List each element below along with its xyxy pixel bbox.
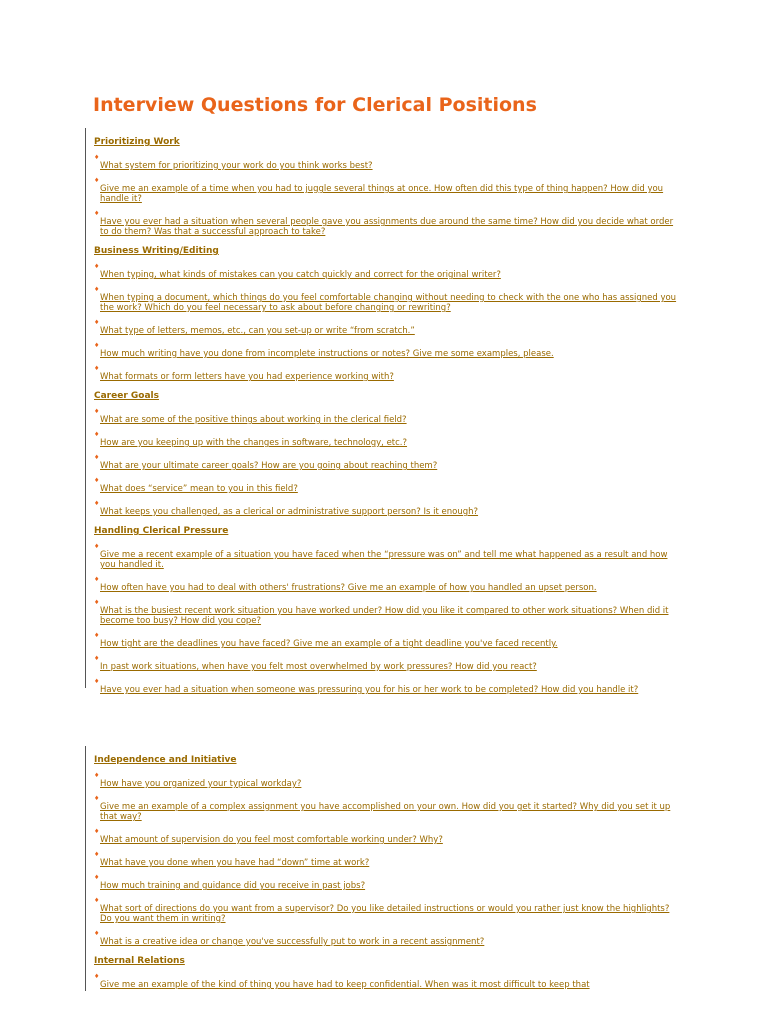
diamond-bullet-icon: ♦	[94, 342, 100, 349]
question-link[interactable]: What is the busiest recent work situation you have worked under? How did you like it compared to other work situations? When did it become too busy? How did you cope?	[100, 606, 669, 626]
question-item	[94, 543, 678, 570]
section	[94, 245, 678, 382]
question-link[interactable]: Give me an example of a time when you had to juggle several things at once. How often did this type of thing happen? How did you handle it?	[100, 184, 664, 204]
section-heading-link[interactable]: Prioritizing Work	[94, 137, 180, 147]
question-item	[94, 500, 678, 517]
question-link[interactable]: What amount of supervision do you feel most comfortable working under? Why?	[100, 835, 443, 845]
question-link[interactable]: How have you organized your typical workday?	[100, 779, 302, 789]
question-link[interactable]: What keeps you challenged, as a clerical or administrative support person? Is it enough?	[100, 507, 479, 517]
question-list	[94, 973, 678, 990]
diamond-bullet-icon: ♦	[94, 408, 100, 415]
diamond-bullet-icon: ♦	[94, 431, 100, 438]
question-item	[94, 454, 678, 471]
diamond-bullet-icon: ♦	[94, 286, 100, 293]
question-link[interactable]: What does “service” mean to you in this field?	[100, 484, 298, 494]
question-item	[94, 263, 678, 280]
question-item	[94, 897, 678, 924]
question-item	[94, 408, 678, 425]
diamond-bullet-icon: ♦	[94, 851, 100, 858]
diamond-bullet-icon: ♦	[94, 930, 100, 937]
question-item	[94, 678, 678, 695]
diamond-bullet-icon: ♦	[94, 477, 100, 484]
section	[94, 390, 678, 517]
question-link[interactable]: Give me a recent example of a situation you have faced when the “pressure was on” and tell me what happened as a result and how you handled it.	[100, 550, 668, 570]
question-item	[94, 477, 678, 494]
question-link[interactable]: What sort of directions do you want from a supervisor? Do you like detailed instructions or would you rather just know the highlights? Do you want them in writing?	[100, 904, 670, 924]
question-link[interactable]: How are you keeping up with the changes in software, technology, etc.?	[100, 438, 408, 448]
question-link[interactable]: How often have you had to deal with others' frustrations? Give me an example of how you handled an upset person.	[100, 583, 597, 593]
question-item	[94, 154, 678, 171]
diamond-bullet-icon: ♦	[94, 319, 100, 326]
content-block-1	[85, 128, 686, 695]
diamond-bullet-icon: ♦	[94, 210, 100, 217]
section-heading-link[interactable]: Career Goals	[94, 391, 159, 401]
question-item	[94, 210, 678, 237]
diamond-bullet-icon: ♦	[94, 543, 100, 550]
question-link[interactable]: What are some of the positive things about working in the clerical field?	[100, 415, 407, 425]
diamond-bullet-icon: ♦	[94, 365, 100, 372]
diamond-bullet-icon: ♦	[94, 973, 100, 980]
diamond-bullet-icon: ♦	[94, 795, 100, 802]
question-link[interactable]: Have you ever had a situation when someone was pressuring you for his or her work to be completed? How did you handle it?	[100, 685, 639, 695]
question-item	[94, 795, 678, 822]
question-list	[94, 263, 678, 382]
section	[94, 754, 678, 947]
section	[94, 955, 678, 990]
question-item	[94, 431, 678, 448]
question-link[interactable]: When typing a document, which things do you feel comfortable changing without needing to check with the one who has assigned you the work? Which do you feel necessary to ask about before changing or rewriting?	[100, 293, 677, 313]
question-list	[94, 772, 678, 947]
section	[94, 525, 678, 695]
question-link[interactable]: What type of letters, memos, etc., can you set-up or write “from scratch.”	[100, 326, 415, 336]
section-heading-link[interactable]: Independence and Initiative	[94, 755, 237, 765]
diamond-bullet-icon: ♦	[94, 897, 100, 904]
diamond-bullet-icon: ♦	[94, 599, 100, 606]
question-link[interactable]: What system for prioritizing your work do you think works best?	[100, 161, 373, 171]
diamond-bullet-icon: ♦	[94, 655, 100, 662]
question-list	[94, 543, 678, 695]
question-item	[94, 772, 678, 789]
question-link[interactable]: Have you ever had a situation when several people gave you assignments due around the same time? How did you decide what order to do them? Was that a successful approach to take?	[100, 217, 674, 237]
section-heading-link[interactable]: Handling Clerical Pressure	[94, 526, 229, 536]
diamond-bullet-icon: ♦	[94, 263, 100, 270]
question-link[interactable]: How tight are the deadlines you have faced? Give me an example of a tight deadline you've faced recently.	[100, 639, 558, 649]
question-item	[94, 576, 678, 593]
diamond-bullet-icon: ♦	[94, 678, 100, 685]
question-item	[94, 599, 678, 626]
question-link[interactable]: How much writing have you done from incomplete instructions or notes? Give me some examples, please.	[100, 349, 554, 359]
diamond-bullet-icon: ♦	[94, 772, 100, 779]
question-item	[94, 286, 678, 313]
question-item	[94, 828, 678, 845]
question-item	[94, 342, 678, 359]
question-link[interactable]: Give me an example of the kind of thing you have had to keep confidential. When was it most difficult to keep that	[100, 980, 590, 990]
question-list	[94, 154, 678, 237]
question-item	[94, 851, 678, 868]
diamond-bullet-icon: ♦	[94, 632, 100, 639]
diamond-bullet-icon: ♦	[94, 576, 100, 583]
question-link[interactable]: In past work situations, when have you felt most overwhelmed by work pressures? How did you react?	[100, 662, 537, 672]
question-item	[94, 365, 678, 382]
question-item	[94, 874, 678, 891]
question-item	[94, 177, 678, 204]
diamond-bullet-icon: ♦	[94, 828, 100, 835]
question-link[interactable]: What have you done when you have had “down” time at work?	[100, 858, 370, 868]
content-block-2	[85, 746, 686, 991]
diamond-bullet-icon: ♦	[94, 454, 100, 461]
diamond-bullet-icon: ♦	[94, 177, 100, 184]
block-1-sections	[86, 136, 686, 695]
diamond-bullet-icon: ♦	[94, 500, 100, 507]
question-link[interactable]: What is a creative idea or change you've successfully put to work in a recent assignment?	[100, 937, 485, 947]
question-link[interactable]: What formats or form letters have you had experience working with?	[100, 372, 394, 382]
diamond-bullet-icon: ♦	[94, 874, 100, 881]
section-heading-link[interactable]: Internal Relations	[94, 956, 185, 966]
question-link[interactable]: What are your ultimate career goals? How are you going about reaching them?	[100, 461, 438, 471]
block-2-sections	[86, 754, 686, 990]
question-link[interactable]: Give me an example of a complex assignment you have accomplished on your own. How did you get it started? Why did you set it up that way?	[100, 802, 671, 822]
question-item	[94, 632, 678, 649]
question-item	[94, 930, 678, 947]
question-link[interactable]: How much training and guidance did you receive in past jobs?	[100, 881, 366, 891]
section	[94, 136, 678, 237]
question-link[interactable]: When typing, what kinds of mistakes can you catch quickly and correct for the original writer?	[100, 270, 501, 280]
question-item	[94, 973, 678, 990]
section-heading-link[interactable]: Business Writing/Editing	[94, 246, 219, 256]
diamond-bullet-icon: ♦	[94, 154, 100, 161]
page-title: Interview Questions for Clerical Positions	[93, 94, 537, 116]
question-item	[94, 655, 678, 672]
question-item	[94, 319, 678, 336]
question-list	[94, 408, 678, 517]
